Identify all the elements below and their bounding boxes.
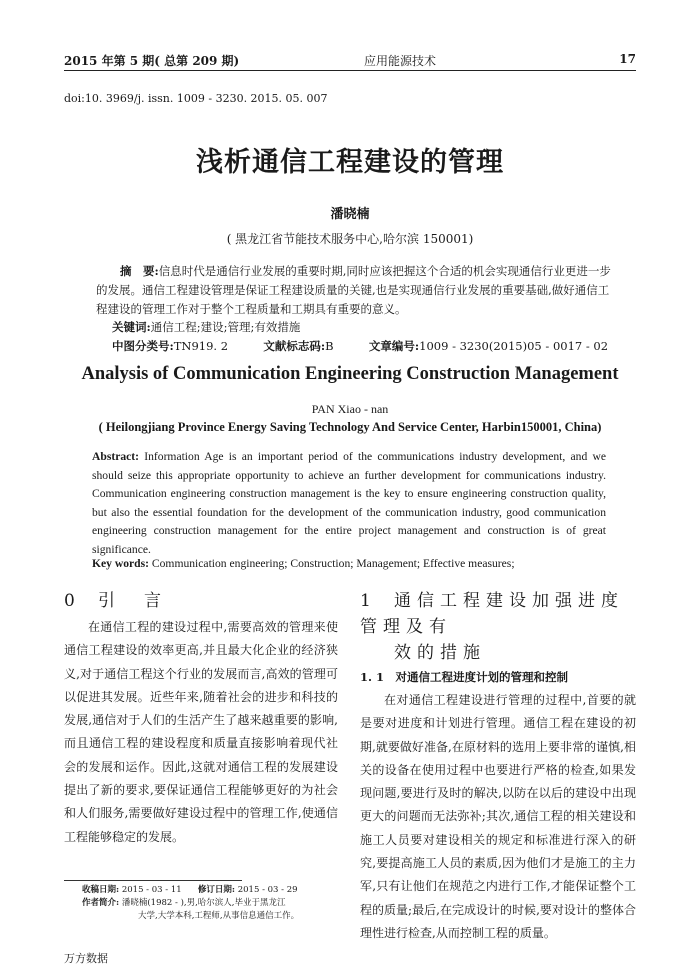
bio-label: 作者简介:	[82, 898, 120, 908]
doc-code-value: B	[325, 339, 334, 353]
running-header	[64, 48, 636, 71]
affiliation-english: ( Heilongjiang Province Energy Saving Technology And Service Center, Harbin150001, China)	[98, 420, 602, 434]
abstract-english-text: Information Age is an important period of the communications industry development, and we should seize this appropriate opportunity to achieve an further development for communications industry. Communication engineering construction management is the key to ensure engineering construction quality, but also the essential foundation for the development of the communication industry, good communication engineering construction management for the entire project management and construction is of great significance.	[92, 450, 606, 556]
title-english: Analysis of Communication Engineering Construction Management	[81, 364, 619, 384]
footnote	[82, 884, 350, 923]
section-1-heading	[360, 588, 636, 666]
footnote-divider	[64, 880, 242, 881]
subsection-1-1-paragraph: 在对通信工程建设进行管理的过程中,首要的就是要对进度和计划进行管理。通信工程在建设的初期,就要做好准备,在原材料的选用上要非常的谨慎,相关的设备在使用过程中也要进行严格的检查,如果发现问题,要进行及时的解决,以防在以后的建设中出现更大的问题而无法弥补;其次,通信工程的相关建设和施工人员要对建设相关的规定和标准进行深入的研究,要提高施工人员的素质,因为他们才是施工的主力军,只有让他们在规范之内进行工作,才能保证整个工程的质量;最后,在完成设计的时候,要对设计的整体合理性进行检查,从而控制工程的质量。	[360, 693, 636, 940]
bio-line-2: 大学,大学本科,工程师,从事信息通信工作。	[138, 911, 300, 921]
issue-label: 2015 年第 5 期( 总第 209 期)	[64, 54, 240, 68]
abstract-chinese-text: 信息时代是通信行业发展的重要时期,同时应该把握这个合适的机会实现通信行业更进一步的发展。通信工程建设管理是保证工程建设质量的关键,也是实现通信行业发展的重要基础,做好通信工程建设的管理工作对于整个工程质量和工期具有重要的意义。	[96, 264, 611, 316]
database-label: 万方数据	[64, 952, 108, 965]
classification-row	[112, 338, 608, 354]
section-0-paragraph: 在通信工程的建设过程中,需要高效的管理来使通信工程建设的效率更高,并且最大化企业的经济狭义,对于通信工程这个行业的发展而言,高效的管理可以促进其发展。近些年来,随着社会的进步和科技的发展,通信对于人们的生活产生了越来越重要的影响,而且通信工程的建设程度和质量直接影响着现代社会的发展和运作。因此,这就对通信工程的发展建设提出了新的要求,要保证通信工程能够更好的为社会和人们服务,需要做好建设过程中的管理工作,使通信工程能够稳定的发展。	[64, 620, 338, 844]
keywords-english-text: Communication engineering; Construction; Management; Effective measures;	[149, 557, 515, 570]
keywords-english-label: Key words:	[92, 557, 149, 570]
keywords-chinese-label: 关键词:	[112, 320, 151, 334]
revised-date: 2015 - 03 - 29	[237, 885, 298, 895]
abstract-english-label: Abstract:	[92, 450, 140, 463]
received-date: 2015 - 03 - 11	[121, 885, 182, 895]
body-column-right	[360, 588, 636, 945]
received-label: 收稿日期:	[82, 885, 120, 895]
section-1-number: 1	[360, 591, 371, 611]
keywords-chinese-text: 通信工程;建设;管理;有效措施	[150, 320, 301, 334]
subsection-1-1-heading: 1. 1 对通信工程进度计划的管理和控制	[360, 670, 569, 684]
section-1-title-line1: 通信工程建设加强进度管理及有	[360, 591, 624, 637]
bio-line-1: 潘晓楠(1982 - ),男,哈尔滨人,毕业于黑龙江	[121, 898, 286, 908]
section-0-heading	[64, 588, 338, 614]
keywords-english	[92, 557, 515, 570]
section-0-title: 引 言	[98, 591, 167, 611]
author-english: PAN Xiao - nan	[311, 402, 389, 416]
body-column-left	[64, 588, 338, 849]
clc-value: TN919. 2	[173, 339, 229, 353]
keywords-chinese	[112, 319, 300, 335]
page-number: 17	[619, 52, 636, 66]
doi: doi:10. 3969/j. issn. 1009 - 3230. 2015. 05. 007	[64, 92, 328, 105]
article-number-value: 1009 - 3230(2015)05 - 0017 - 02	[419, 339, 609, 353]
author-chinese: 潘晓楠	[330, 207, 370, 222]
title-chinese: 浅析通信工程建设的管理	[196, 147, 504, 178]
journal-name: 应用能源技术	[364, 54, 437, 68]
abstract-english	[92, 448, 606, 559]
article-number-label: 文章编号:	[368, 339, 420, 353]
abstract-chinese-label: 摘 要:	[120, 264, 159, 278]
revised-label: 修订日期:	[197, 885, 236, 895]
abstract-chinese	[96, 262, 616, 319]
doc-code-label: 文献标志码:	[263, 339, 326, 353]
section-1-title-line2: 效的措施	[394, 643, 486, 663]
clc-label: 中图分类号:	[112, 339, 174, 353]
affiliation-chinese: ( 黑龙江省节能技术服务中心,哈尔滨 150001)	[226, 232, 474, 246]
section-0-number: 0	[64, 591, 75, 611]
